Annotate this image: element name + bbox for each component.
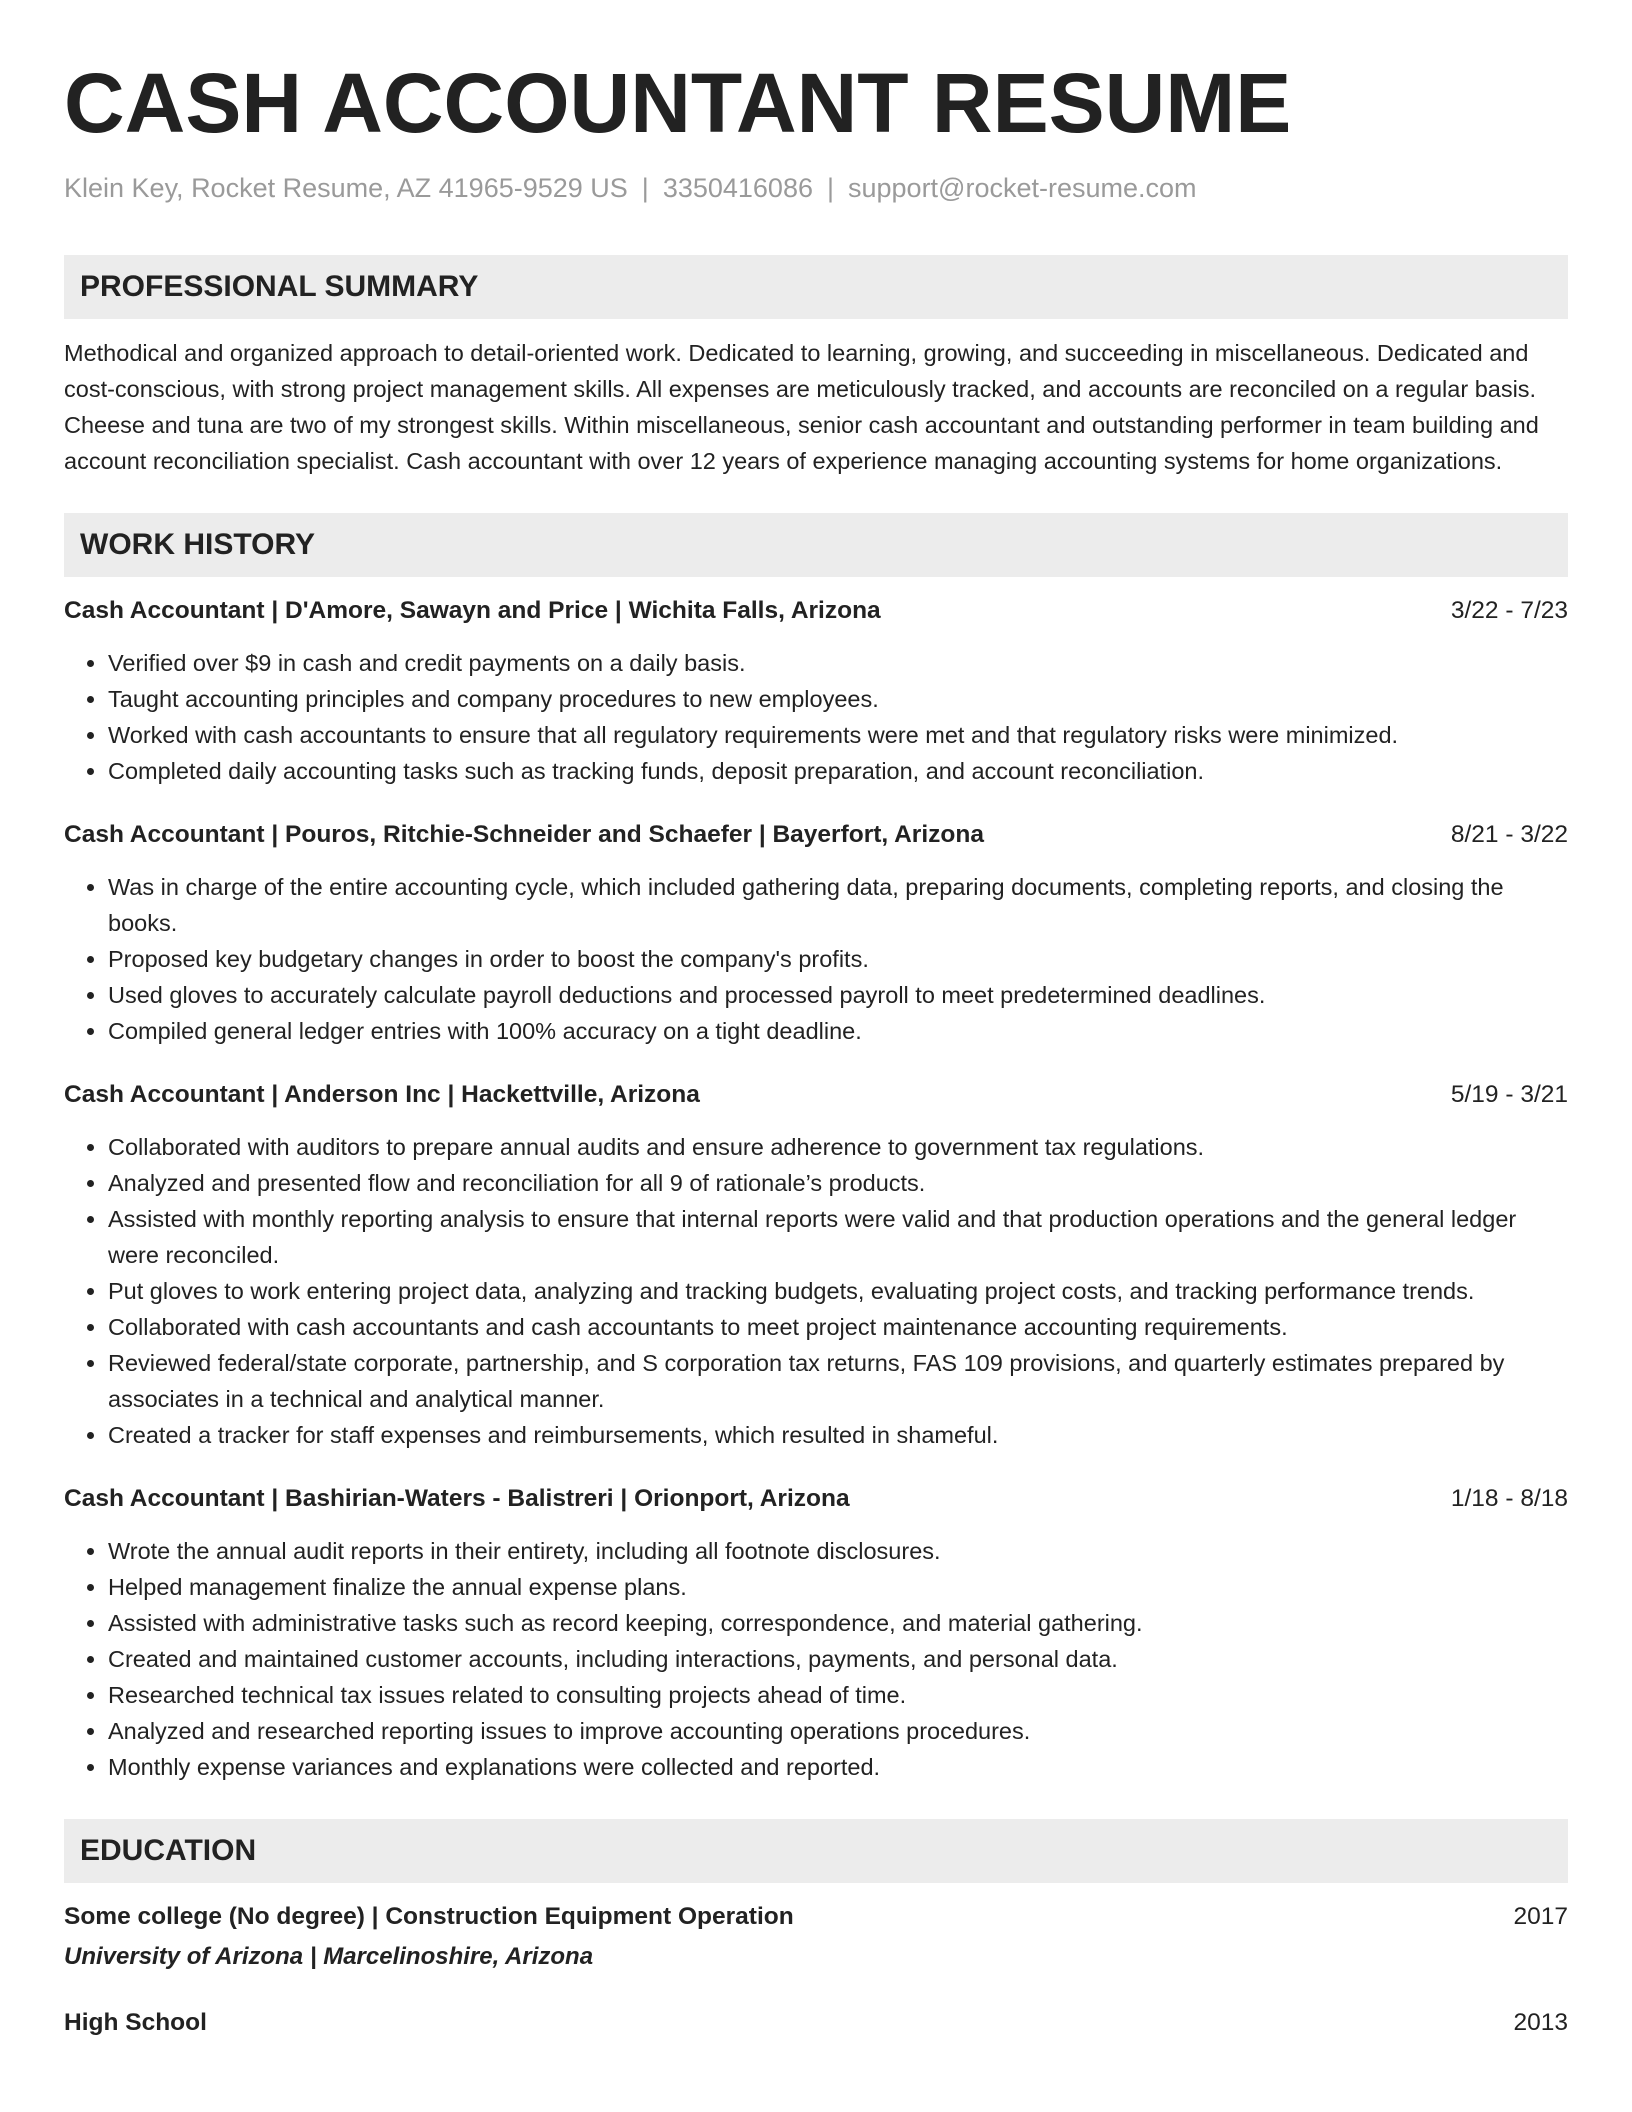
contact-separator: | [641,173,649,203]
job-bullet: • Collaborated with auditors to prepare annual audits and ensure adherence to government tax regulations. [108,1129,1568,1165]
contact-line [64,171,1568,205]
summary-heading: PROFESSIONAL SUMMARY [64,255,1568,319]
job-bullet: • Reviewed federal/state corporate, partnership, and S corporation tax returns, FAS 109 provisions, and quarterly estimates prepared by associates in a technical and analytical manner. [108,1345,1568,1417]
work-history-heading: WORK HISTORY [64,513,1568,577]
summary-text: Methodical and organized approach to detail-oriented work. Dedicated to learning, growing, and succeeding in miscellaneous. Dedicated and cost-conscious, with strong project management skills. All expenses are meticulously tracked, and accounts are reconciled on a regular basis. Cheese and tuna are two of my strongest skills. Within miscellaneous, senior cash accountant and outstanding performer in team building and account reconciliation specialist. Cash accountant with over 12 years of experience managing accounting systems for home organizations. [64,340,1539,474]
job-header [64,593,1568,629]
job-bullet: • Verified over $9 in cash and credit payments on a daily basis. [108,645,1568,681]
job-entry [64,1077,1568,1453]
job-bullet: • Assisted with monthly reporting analysis to ensure that internal reports were valid and that production operations and the general ledger were reconciled. [108,1201,1568,1273]
job-header [64,817,1568,853]
job-bullet: • Created and maintained customer accounts, including interactions, payments, and personal data. [108,1641,1568,1677]
job-bullet: • Wrote the annual audit reports in their entirety, including all footnote disclosures. [108,1533,1568,1569]
job-bullets [64,869,1568,1049]
job-title: Cash Accountant | D'Amore, Sawayn and Price | Wichita Falls, Arizona [64,597,881,624]
job-entry [64,1481,1568,1785]
job-bullet: • Compiled general ledger entries with 100% accuracy on a tight deadline. [108,1013,1568,1049]
job-title: Cash Accountant | Pouros, Ritchie-Schneider and Schaefer | Bayerfort, Arizona [64,821,984,848]
job-title: Cash Accountant | Anderson Inc | Hackettville, Arizona [64,1081,700,1108]
job-entry [64,593,1568,789]
contact-email: support@rocket-resume.com [848,173,1197,203]
contact-phone: 3350416086 [662,173,813,203]
job-bullet: • Used gloves to accurately calculate payroll deductions and processed payroll to meet predetermined deadlines. [108,977,1568,1013]
job-header [64,1481,1568,1517]
education-school: University of Arizona | Marcelinoshire, Arizona [64,1943,594,1970]
education-header [64,2005,1568,2041]
education-entry [64,1899,1568,1975]
job-bullet: • Proposed key budgetary changes in order to boost the company's profits. [108,941,1568,977]
job-title: Cash Accountant | Bashirian-Waters - Balistreri | Orionport, Arizona [64,1485,850,1512]
job-bullet: • Completed daily accounting tasks such as tracking funds, deposit preparation, and account reconciliation. [108,753,1568,789]
job-dates: 1/18 - 8/18 [1450,1485,1568,1512]
education-heading: EDUCATION [64,1819,1568,1883]
job-bullet: • Analyzed and researched reporting issues to improve accounting operations procedures. [108,1713,1568,1749]
job-bullet: • Researched technical tax issues related to consulting projects ahead of time. [108,1677,1568,1713]
job-dates: 3/22 - 7/23 [1450,597,1568,624]
job-bullet: • Assisted with administrative tasks such as record keeping, correspondence, and material gathering. [108,1605,1568,1641]
education-header [64,1899,1568,1935]
job-header [64,1077,1568,1113]
job-bullet: • Put gloves to work entering project data, analyzing and tracking budgets, evaluating project costs, and tracking performance trends. [108,1273,1568,1309]
job-bullet: • Collaborated with cash accountants and cash accountants to meet project maintenance accounting requirements. [108,1309,1568,1345]
job-entry [64,817,1568,1049]
education-entry [64,2005,1568,2041]
contact-separator: | [826,173,834,203]
job-bullet: • Created a tracker for staff expenses and reimbursements, which resulted in shameful. [108,1417,1568,1453]
job-bullet: • Taught accounting principles and company procedures to new employees. [108,681,1568,717]
job-bullet: • Analyzed and presented flow and reconciliation for all 9 of rationale’s products. [108,1165,1568,1201]
job-bullet: • Helped management finalize the annual expense plans. [108,1569,1568,1605]
resume-title: CASH ACCOUNTANT RESUME [64,56,1292,150]
job-dates: 8/21 - 3/22 [1450,821,1568,848]
education-title: High School [64,2009,207,2036]
job-bullet: • Was in charge of the entire accounting cycle, which included gathering data, preparing documents, completing reports, and closing the books. [108,869,1568,941]
job-dates: 5/19 - 3/21 [1450,1081,1568,1108]
education-title: Some college (No degree) | Construction Equipment Operation [64,1903,794,1930]
job-bullets [64,1129,1568,1453]
job-bullets [64,1533,1568,1785]
education-year: 2013 [1513,2009,1568,2036]
education-year: 2017 [1513,1903,1568,1930]
job-bullet: • Monthly expense variances and explanations were collected and reported. [108,1749,1568,1785]
job-bullet: • Worked with cash accountants to ensure that all regulatory requirements were met and that regulatory risks were minimized. [108,717,1568,753]
job-bullets [64,645,1568,789]
contact-address: Klein Key, Rocket Resume, AZ 41965-9529 US [64,173,628,203]
